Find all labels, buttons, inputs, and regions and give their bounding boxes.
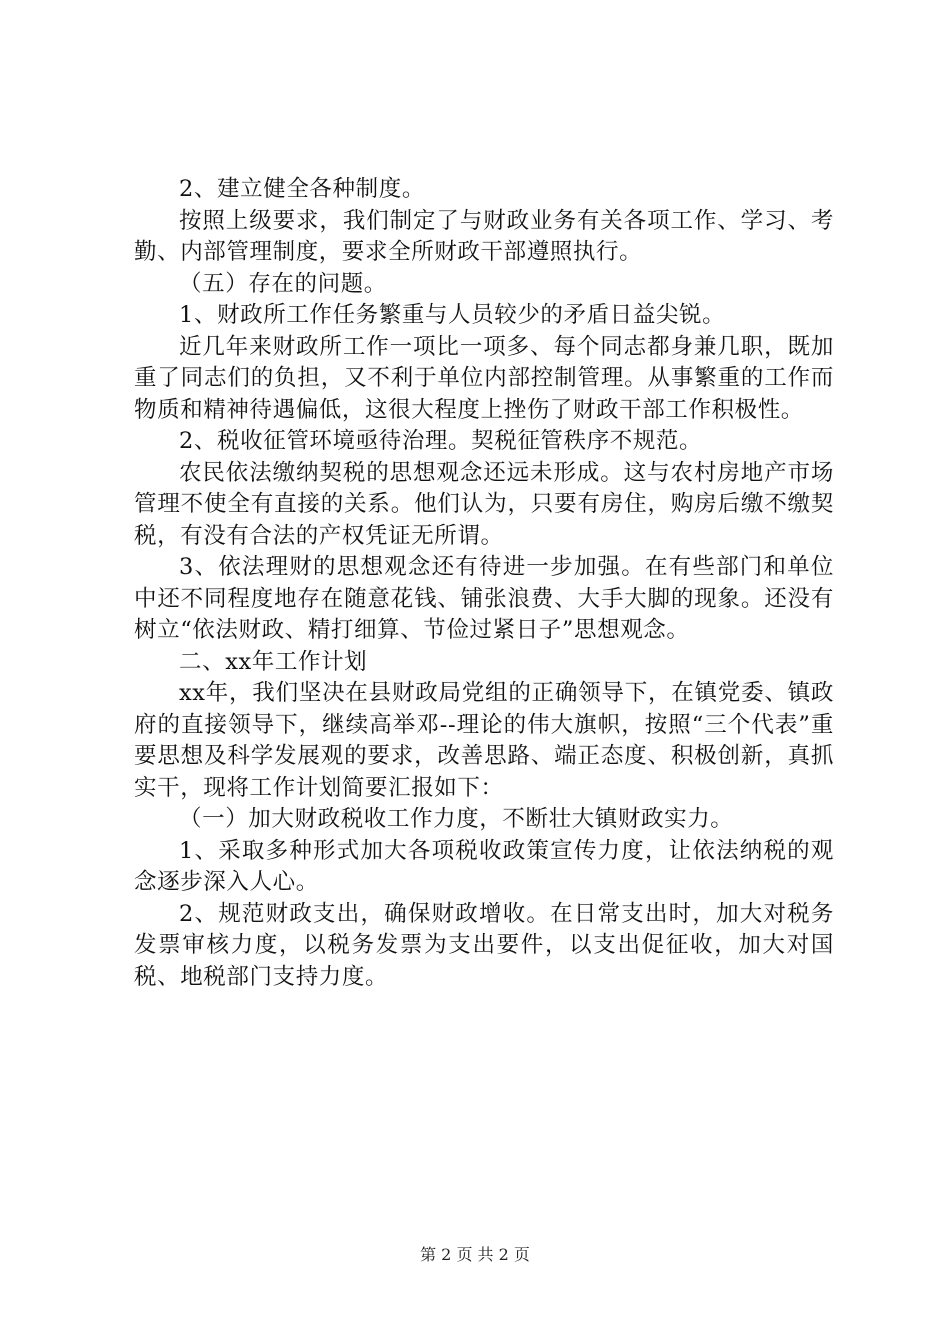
- paragraph-problem-3: 3、依法理财的思想观念还有待进一步加强。在有些部门和单位中还不同程度地存在随意花钱、铺张浪费、大手大脚的现象。还没有树立“依法财政、精打细算、节俭过紧日子”思想观念。: [134, 554, 834, 643]
- paragraph-institutions-detail: 按照上级要求，我们制定了与财政业务有关各项工作、学习、考勤、内部管理制度，要求全所财政干部遵照执行。: [134, 207, 834, 265]
- paragraph-problem-2-detail: 农民依法缴纳契税的思想观念还远未形成。这与农村房地产市场管理不使全有直接的关系。他们认为，只要有房住，购房后缴不缴契税，有没有合法的产权凭证无所谓。: [134, 459, 834, 549]
- paragraph-problem-2: 2、税收征管环境亟待治理。契税征管秩序不规范。: [179, 428, 703, 454]
- document-body: [134, 174, 834, 993]
- paragraph-plan-item-2: 2、规范财政支出，确保财政增收。在日常支出时，加大对税务发票审核力度，以税务发票为支出要件，以支出促征收，加大对国税、地税部门支持力度。: [134, 900, 834, 990]
- page-footer: [0, 1245, 950, 1265]
- paragraph-problem-1-detail: 近几年来财政所工作一项比一项多、每个同志都身兼几职，既加重了同志们的负担，又不利于单位内部控制管理。从事繁重的工作而物质和精神待遇偏低，这很大程度上挫伤了财政干部工作积极性。: [134, 333, 834, 423]
- paragraph-heading-work-plan: 二、xx年工作计划: [179, 648, 368, 675]
- paragraph-problem-1: 1、财政所工作任务繁重与人员较少的矛盾日益尖锐。: [179, 302, 726, 328]
- paragraph-plan-item-1: 1、采取多种形式加大各项税收政策宣传力度，让依法纳税的观念逐步深入人心。: [134, 837, 834, 895]
- paragraph-heading-institutions: 2、建立健全各种制度。: [179, 176, 425, 202]
- paragraph-work-plan-intro: xx年，我们坚决在县财政局党组的正确领导下，在镇党委、镇政府的直接领导下，继续高举邓--理论的伟大旗帜，按照“三个代表”重要思想及科学发展观的要求，改善思路、端正态度、积极创新，真抓实干，现将工作计划简要汇报如下：: [134, 680, 834, 801]
- paragraph-heading-problems: （五）存在的问题。: [179, 270, 387, 297]
- page-number-label: 第 2 页 共 2 页: [420, 1245, 530, 1264]
- paragraph-plan-section-1: （一）加大财政税收工作力度，不断壮大镇财政实力。: [179, 806, 734, 832]
